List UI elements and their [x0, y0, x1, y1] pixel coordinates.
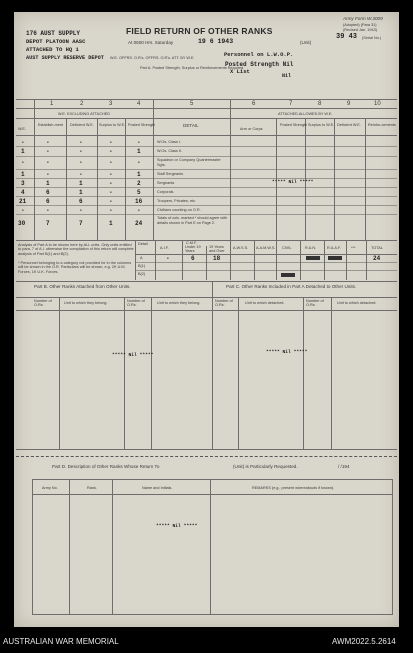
row-sur: - [109, 189, 113, 196]
footer-accession: AWM2022.5.2614 [332, 637, 396, 646]
part-c-col-1: Number of O.Rs. [215, 299, 233, 307]
row-we: 21 [19, 198, 27, 205]
row-we: 1 [21, 171, 25, 178]
row-sur: - [109, 207, 113, 214]
row-posted: 16 [135, 198, 143, 205]
analysis-h-total: TOTAL [371, 246, 383, 250]
row-est: - [46, 139, 50, 146]
unit-line-3: ATTACHED TO HQ 1 [26, 46, 79, 53]
row-sur: - [109, 148, 113, 155]
part-c-col-3: Number of O.Rs. [306, 299, 324, 307]
part-a-heading: Part A. Posted Strength, Surplus or Reinforcements Required. [140, 66, 245, 70]
total-def: 7 [79, 220, 83, 227]
unit-line-4: AUST SUPPLY RESERVE DEPOT [26, 55, 104, 61]
col-num-6: 6 [252, 101, 256, 107]
analysis-h-civil: CIVIL [282, 246, 292, 250]
sub-we: W.E. [18, 127, 27, 131]
footer-source: AUSTRALIAN WAR MEMORIAL [3, 637, 119, 646]
unit-suffix: (Unit) [300, 40, 312, 45]
sub-r-surplus: Surplus to W.E. [308, 123, 335, 127]
unit-line-2: DEPOT PLATOON AASC [26, 38, 86, 45]
row-posted: 1 [137, 148, 141, 155]
analysis-h-raaf: R.A.A.F. [327, 246, 341, 250]
part-b-heading: Part B. Other Ranks Attached from Other Units. [34, 284, 131, 289]
col-num-8: 8 [318, 101, 322, 107]
row-posted: - [137, 139, 141, 146]
row-def: - [79, 139, 83, 146]
totals-note: Totals of cols. marked * should agree with details shown in Part E on Page 2. [157, 216, 228, 225]
x-list: X List [230, 68, 250, 75]
row-def: - [79, 171, 83, 178]
row-def: 1 [79, 180, 83, 187]
part-d-col-army-no: Army No. [42, 486, 58, 490]
col-num-5: 5 [190, 101, 194, 107]
time-line: At 0600 Hrs. Saturday [128, 40, 174, 45]
sub-arm-corps: Arm or Corps [240, 127, 263, 131]
analysis-group-cmf: C.M.F. [186, 241, 197, 245]
analysis-note-2: * Personnel belonging to a category not provided for in the columns will be shown in the O.R. Particulars will be shown, e.g. 2K U.M. Forces, 1K U.K. Forces. [18, 261, 132, 274]
col-num-10: 10 [374, 101, 381, 107]
unit-line-1: 176 AUST SUPPLY [26, 30, 81, 37]
attached-nil: ***** Nil ***** [272, 180, 314, 185]
analysis-note: Analysis of Part A to be shown here by ALL units. Only units entitled to para. 7 of A.I. otherwise the compilation of this return will complete analysis of Part B(1) and B(2). [18, 243, 134, 256]
sub-establishment: Establish-ment [38, 123, 64, 127]
row-we: - [21, 207, 25, 214]
serial-label: (Serial No.) [362, 36, 382, 40]
row-detail: Troopers, Privates, etc. [157, 199, 197, 203]
analysis-h-aif: A.I.F. [160, 246, 169, 250]
x-list-nil: Nil [282, 73, 292, 79]
form-title: FIELD RETURN OF OTHER RANKS [126, 26, 273, 36]
row-we: - [21, 159, 25, 166]
header-attached: ATTACHED ALLOWED BY W.E. [278, 112, 333, 116]
sub-deficient: Deficient W.E. [70, 123, 94, 127]
analysis-aif-value: - [166, 255, 170, 262]
sub-r-reinf: Reinfor-cements [368, 123, 396, 127]
analysis-h-ran: R.A.N. [305, 246, 317, 250]
part-b-col-3: Number of O.Rs. [127, 299, 145, 307]
redaction-mark [328, 256, 342, 260]
part-b-col-4: Unit to which they belong. [157, 301, 201, 305]
analysis-h-over19: 19 Years and Over [209, 245, 225, 253]
redaction-mark [281, 273, 295, 277]
row-sur: - [109, 159, 113, 166]
sub-r-deficient: Deficient W.E. [337, 123, 361, 127]
army-form-label: Army Form W.3009 [343, 16, 383, 21]
row-detail: Civilians counting on O.R. [157, 208, 201, 212]
row-sur: - [109, 198, 113, 205]
revised-label: (Revised Jan. 1943) [343, 28, 377, 32]
col-num-1: 1 [50, 101, 54, 107]
row-est: 6 [46, 198, 50, 205]
row-posted: - [137, 159, 141, 166]
sub-detail: DETAIL [183, 123, 199, 128]
row-detail: Corporals [157, 190, 174, 194]
part-d-heading: Part D. Description of Other Ranks Whose Return To [52, 464, 160, 469]
total-sur: 1 [109, 220, 113, 227]
posted-strength-nil: Posted Strength Nil [225, 61, 294, 68]
row-est: - [46, 148, 50, 155]
row-detail: Squadron or Company Quartermaster Sgts. [157, 158, 221, 167]
total-posted: 24 [135, 220, 143, 227]
analysis-h-awss: A.W.S.S. [233, 246, 249, 250]
analysis-over19-value: 18 [213, 255, 221, 262]
sub-surplus: Surplus to W.E. [99, 123, 126, 127]
row-detail: Sergeants [157, 181, 175, 185]
part-b-col-2: Unit to which they belong. [64, 301, 108, 305]
row-est: - [46, 207, 50, 214]
analysis-h-under19: Under 19 Years [185, 245, 201, 253]
row-posted: 5 [137, 189, 141, 196]
row-we: 4 [21, 189, 25, 196]
row-detail: Staff Sergeants [157, 172, 184, 176]
total-est: 7 [46, 220, 50, 227]
part-d-col-remarks: REMARKS (e.g., present whereabouts if known). [252, 486, 335, 490]
part-d-unit: (Unit) is Particularly Requested. [233, 464, 298, 469]
row-def: - [79, 159, 83, 166]
row-we: 3 [21, 180, 25, 187]
row-we: 1 [21, 148, 25, 155]
row-sur: - [109, 139, 113, 146]
sub-r-posted: Posted Strength [280, 123, 308, 127]
analysis-row-b1: B(1) [138, 264, 146, 268]
row-def: - [79, 148, 83, 155]
part-d-nil: ***** Nil ***** [156, 524, 198, 529]
row-est: 6 [46, 189, 50, 196]
part-b-col-1: Number of O.Rs. [34, 299, 52, 307]
adopted-label: (Adopted) (Para 31) [343, 23, 377, 27]
col-num-7: 7 [289, 101, 293, 107]
row-def: 6 [79, 198, 83, 205]
part-c-nil: ***** Nil ***** [266, 350, 308, 355]
analysis-h-aamws: A.A.M.W.S. [256, 246, 276, 250]
row-sur: - [109, 180, 113, 187]
return-date: 19 6 1943 [198, 38, 234, 45]
row-est: - [46, 171, 50, 178]
part-d-year: / /194 [338, 464, 350, 469]
row-sur: - [109, 171, 113, 178]
analysis-h-other: *** [351, 246, 356, 250]
row-posted: 1 [137, 171, 141, 178]
total-we: 30 [18, 220, 26, 227]
row-est: - [46, 159, 50, 166]
sub-posted: Posted Strength [128, 123, 156, 127]
part-c-col-2: Unit to which detached. [245, 301, 285, 305]
personnel-lwop: Personnel on L.W.O.P. [224, 51, 294, 58]
col-num-2: 2 [80, 101, 84, 107]
header-we-excluding: W.E. EXCLUDING ATTACHED [58, 112, 110, 116]
row-est: 1 [46, 180, 50, 187]
col-num-9: 9 [347, 101, 351, 107]
part-d-col-name: Name and Initials. [142, 486, 173, 490]
part-c-heading: Part C. Other Ranks Included in Part A Detached to Other Units. [226, 284, 357, 289]
row-we: - [21, 139, 25, 146]
analysis-total-value: 24 [373, 255, 381, 262]
we-line: W.E. OFFRS. O.R's. OFFRS. O.R's. ATT. BY W.E. [110, 56, 195, 60]
col-num-3: 3 [109, 101, 113, 107]
analysis-row-detail: Detail [138, 242, 148, 246]
part-d-col-rank: Rank. [87, 486, 97, 490]
col-num-4: 4 [137, 101, 141, 107]
row-detail: W.Os. Class II. [157, 149, 183, 153]
row-detail: W.Os. Class I. [157, 140, 182, 144]
redaction-mark [306, 256, 320, 260]
part-c-col-4: Unit to which detached. [337, 301, 377, 305]
analysis-row-a: A [140, 256, 143, 260]
row-def: 1 [79, 189, 83, 196]
form-page [14, 12, 399, 627]
row-posted: 2 [137, 180, 141, 187]
row-def: - [79, 207, 83, 214]
part-b-nil: ***** Nil ***** [112, 353, 154, 358]
serial-number: 39 43 [336, 33, 358, 41]
row-posted: - [137, 207, 141, 214]
analysis-under19-value: 6 [191, 255, 195, 262]
analysis-row-b2: B(2) [138, 272, 146, 276]
